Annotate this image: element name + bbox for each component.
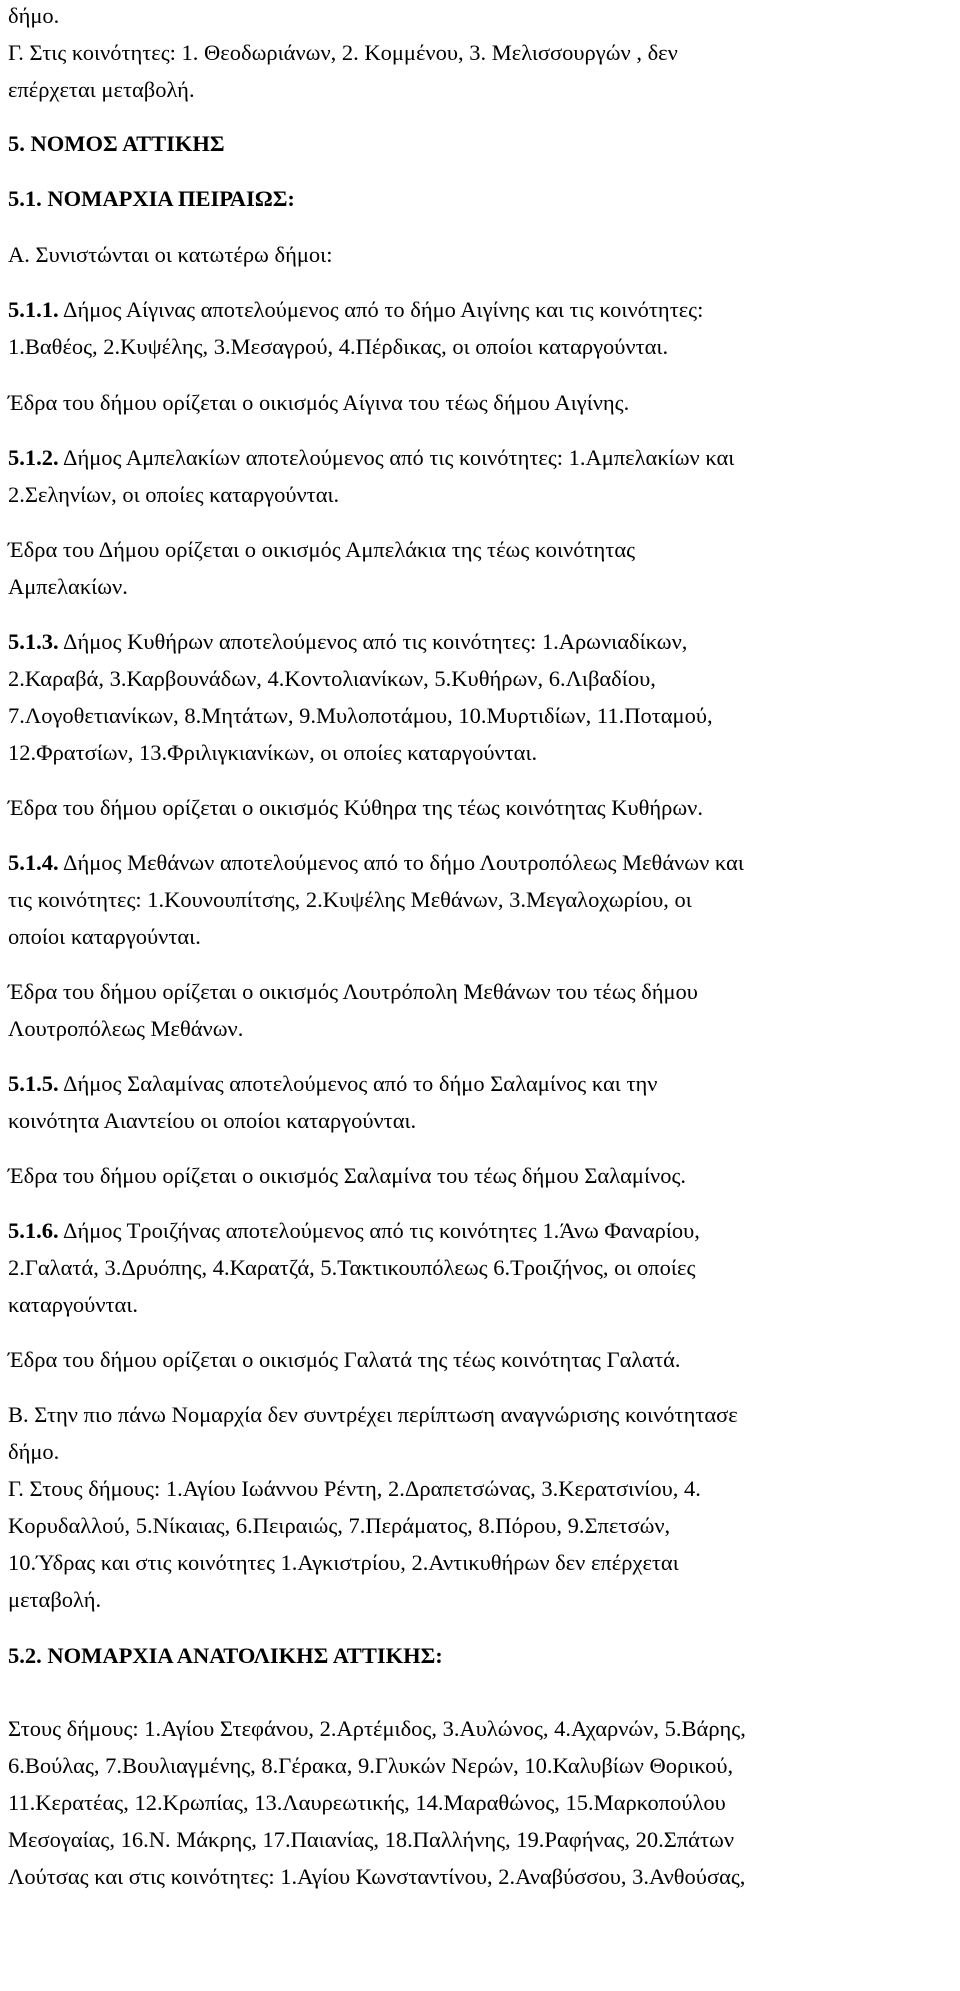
text-line: μεταβολή. bbox=[8, 1587, 102, 1612]
text-line: 2.Σεληνίων, οι οποίες καταργούνται. bbox=[8, 482, 340, 507]
text-line: 5.1.3. Δήμος Κυθήρων αποτελούμενος από τις κοινότητες: 1.Αρωνιαδίκων, bbox=[8, 629, 688, 654]
text-line: 7.Λογοθετιανίκων, 8.Μητάτων, 9.Μυλοποτάμου, 10.Μυρτιδίων, 11.Ποταμού, bbox=[8, 703, 713, 728]
text-line: 5.1.6. Δήμος Τροιζήνας αποτελούμενος από τις κοινότητες 1.Άνω Φαναρίου, bbox=[8, 1218, 700, 1243]
text-line: κοινότητα Αιαντείου οι οποίοι καταργούνται. bbox=[8, 1108, 417, 1133]
text-line: 10.Ύδρας και στις κοινότητες 1.Αγκιστρίου, 2.Αντικυθήρων δεν επέρχεται bbox=[8, 1550, 679, 1575]
text-line: επέρχεται μεταβολή. bbox=[8, 77, 195, 102]
text-line: Έδρα του δήμου ορίζεται ο οικισμός Κύθηρα της τέως κοινότητας Κυθήρων. bbox=[8, 795, 703, 820]
text-line: τις κοινότητες: 1.Κουνουπίτσης, 2.Κυψέλης Μεθάνων, 3.Μεγαλοχωρίου, οι bbox=[8, 887, 692, 912]
text-line: 5.1.5. Δήμος Σαλαμίνας αποτελούμενος από το δήμο Σαλαμίνος και την bbox=[8, 1071, 658, 1096]
text-line: δήμο. bbox=[8, 1439, 60, 1464]
text-line: 2.Γαλατά, 3.Δρυόπης, 4.Καρατζά, 5.Τακτικουπόλεως 6.Τροιζήνος, οι οποίες bbox=[8, 1255, 696, 1280]
text-line: 11.Κερατέας, 12.Κρωπίας, 13.Λαυρεωτικής, 14.Μαραθώνος, 15.Μαρκοπούλου bbox=[8, 1790, 726, 1815]
text-line: Έδρα του Δήμου ορίζεται ο οικισμός Αμπελάκια της τέως κοινότητας bbox=[8, 537, 636, 562]
section-heading: 5. ΝΟΜΟΣ ΑΤΤΙΚΗΣ bbox=[8, 131, 225, 156]
text-line: Έδρα του δήμου ορίζεται ο οικισμός Γαλατά της τέως κοινότητας Γαλατά. bbox=[8, 1347, 681, 1372]
text-line: Μεσογαίας, 16.Ν. Μάκρης, 17.Παιανίας, 18.Παλλήνης, 19.Ραφήνας, 20.Σπάτων bbox=[8, 1827, 734, 1852]
text-line: Αμπελακίων. bbox=[8, 574, 128, 599]
text-line: 2.Καραβά, 3.Καρβουνάδων, 4.Κοντολιανίκων, 5.Κυθήρων, 6.Λιβαδίου, bbox=[8, 666, 656, 691]
text-line: δήμο. bbox=[8, 3, 60, 28]
text-line: Α. Συνιστώνται οι κατωτέρω δήμοι: bbox=[8, 242, 333, 267]
text-line: Λούτσας και στις κοινότητες: 1.Αγίου Κωνσταντίνου, 2.Αναβύσσου, 3.Ανθούσας, bbox=[8, 1864, 746, 1889]
text-line: 1.Βαθέος, 2.Κυψέλης, 3.Μεσαγρού, 4.Πέρδικας, οι οποίοι καταργούνται. bbox=[8, 334, 669, 359]
text-line: Έδρα του δήμου ορίζεται ο οικισμός Αίγινα του τέως δήμου Αιγίνης. bbox=[8, 390, 630, 415]
text-line: Γ. Στις κοινότητες: 1. Θεοδωριάνων, 2. Κομμένου, 3. Μελισσουργών , δεν bbox=[8, 40, 678, 65]
text-line: Έδρα του δήμου ορίζεται ο οικισμός Λουτρόπολη Μεθάνων του τέως δήμου bbox=[8, 979, 698, 1004]
text-line: Στους δήμους: 1.Αγίου Στεφάνου, 2.Αρτέμιδος, 3.Αυλώνος, 4.Αχαρνών, 5.Βάρης, bbox=[8, 1716, 746, 1741]
text-line: 12.Φρατσίων, 13.Φριλιγκιανίκων, οι οποίες καταργούνται. bbox=[8, 740, 538, 765]
text-line: 5.1.1. Δήμος Αίγινας αποτελούμενος από το δήμο Αιγίνης και τις κοινότητες: bbox=[8, 297, 704, 322]
text-line: 5.1.4. Δήμος Μεθάνων αποτελούμενος από το δήμο Λουτροπόλεως Μεθάνων και bbox=[8, 850, 744, 875]
section-heading: 5.1. ΝΟΜΑΡΧΙΑ ΠΕΙΡΑΙΩΣ: bbox=[8, 186, 295, 211]
text-line: 5.1.2. Δήμος Αμπελακίων αποτελούμενος από τις κοινότητες: 1.Αμπελακίων και bbox=[8, 445, 735, 470]
section-heading: 5.2. ΝΟΜΑΡΧΙΑ ΑΝΑΤΟΛΙΚΗΣ ΑΤΤΙΚΗΣ: bbox=[8, 1643, 443, 1668]
text-line: Έδρα του δήμου ορίζεται ο οικισμός Σαλαμίνα του τέως δήμου Σαλαμίνος. bbox=[8, 1163, 686, 1188]
text-line: 6.Βούλας, 7.Βουλιαγμένης, 8.Γέρακα, 9.Γλυκών Νερών, 10.Καλυβίων Θορικού, bbox=[8, 1753, 734, 1778]
text-line: Γ. Στους δήμους: 1.Αγίου Ιωάννου Ρέντη, 2.Δραπετσώνας, 3.Κερατσινίου, 4. bbox=[8, 1476, 701, 1501]
text-line: Κορυδαλλού, 5.Νίκαιας, 6.Πειραιώς, 7.Περάματος, 8.Πόρου, 9.Σπετσών, bbox=[8, 1513, 671, 1538]
text-line: Λουτροπόλεως Μεθάνων. bbox=[8, 1016, 244, 1041]
text-line: οποίοι καταργούνται. bbox=[8, 924, 201, 949]
text-line: Β. Στην πιο πάνω Νομαρχία δεν συντρέχει περίπτωση αναγνώρισης κοινότητασε bbox=[8, 1402, 738, 1427]
text-line: καταργούνται. bbox=[8, 1292, 139, 1317]
